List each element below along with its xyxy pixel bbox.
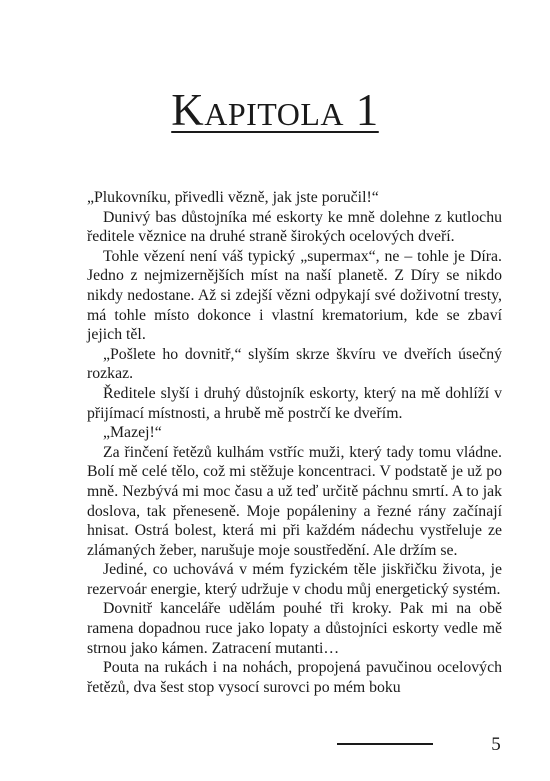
paragraph: Dovnitř kanceláře udělám pouhé tři kroky. Pak mi na obě ramena dopadnou ruce jako lopaty a důstojníci eskorty vedle mě strnou jako kámen. Zatracení mutanti…: [87, 600, 502, 657]
paragraph: Tohle vězení není váš typický „supermax“, ne – tohle je Díra. Jedno z nejmizernějších míst na naší planetě. Z Díry se nikdo nikdy nedostane. Až si zdejší vězni odpykají své doživotní tresty, má tohle místo dokonce i vlastní krematorium, kde se zbaví jejich těl.: [87, 247, 502, 344]
paragraph: „Pošlete ho dovnitř,“ slyším skrze škvíru ve dveřích úsečný rozkaz.: [87, 345, 502, 383]
page-number: 5: [491, 734, 501, 755]
paragraph: Za řinčení řetězů kulhám vstříc muži, který tady tomu vládne. Bolí mě celé tělo, což mi stěžuje koncentraci. V podstatě je už po mně. Nezbývá mi moc času a už teď určitě páchnu smrtí. A to jak doslova, tak přeneseně. Moje popáleniny a řezné rány začínají hnisat. Ostrá bolest, která mi při každém nádechu vystřeluje ze zlámaných žeber, narušuje moje soustředění. Ale držím se.: [87, 443, 502, 559]
paragraph: „Plukovníku, přivedli vězně, jak jste poručil!“: [87, 189, 379, 206]
paragraph: „Mazej!“: [103, 424, 162, 442]
paragraph: Ředitele slyší i druhý důstojník eskorty, který na mě dohlíží v přijímací místnosti, a hrubě mě postrčí ke dveřím.: [87, 384, 502, 422]
paragraph: Jediné, co uchovává v mém fyzickém těle jiskřičku života, je rezervoár energie, který udržuje v chodu můj energetický systém.: [87, 561, 502, 598]
paragraph: Dunivý bas důstojníka mé eskorty ke mně dolehne z kutlochu ředitele věznice na druhé straně širokých ocelových dveří.: [87, 208, 502, 246]
chapter-body: [87, 188, 502, 697]
chapter-title: Kapitola 1: [171, 85, 379, 135]
paragraph: Pouta na rukách i na nohách, propojená pavučinou ocelových řetězů, dva šest stop vysocí surovci po mém boku: [87, 659, 502, 696]
footer-rule: [337, 743, 433, 745]
